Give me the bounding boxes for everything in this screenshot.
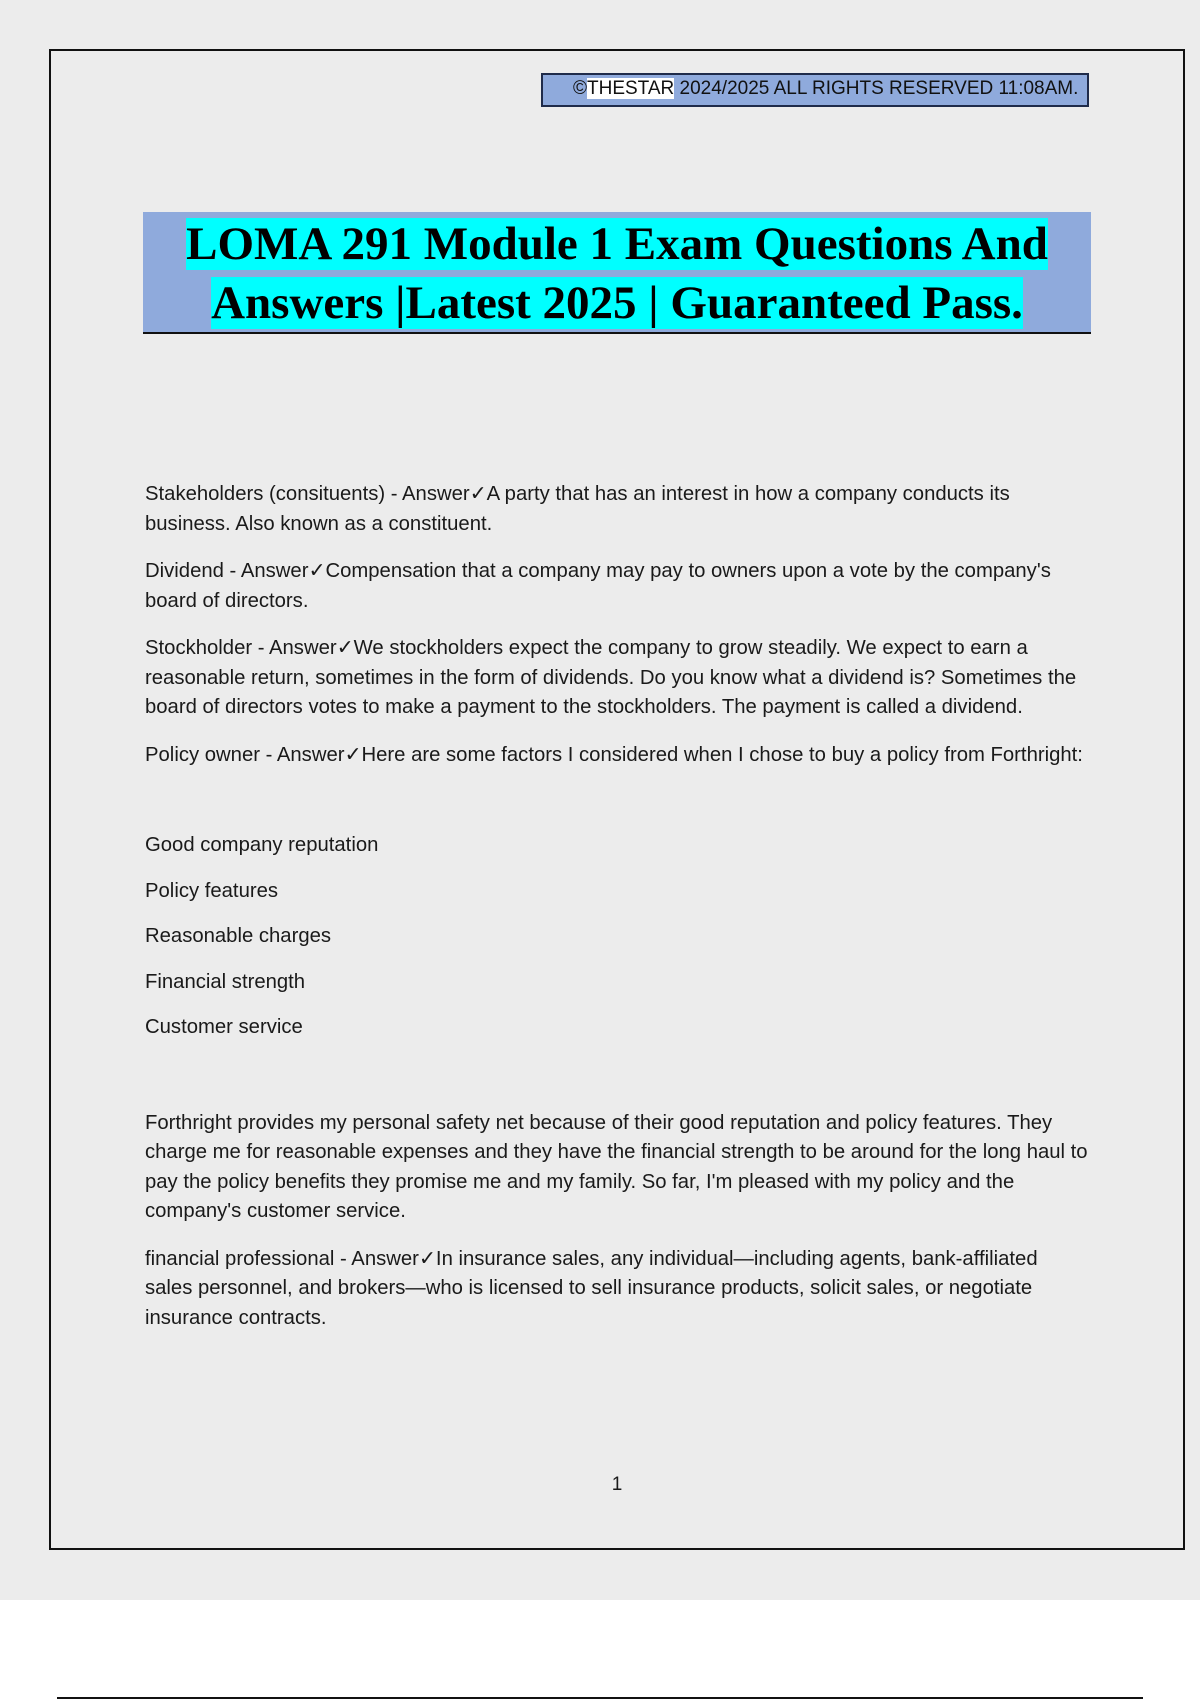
factor-item: Customer service (145, 1016, 303, 1038)
entry-policy-owner: Policy owner - Answer✓Here are some factors I considered when I chose to buy a policy from Forthright: (145, 743, 1083, 766)
entry-financial-professional: financial professional - Answer✓In insurance sales, any individual—including agents, bank-affiliated sales personnel, and brokers—who is licensed to sell insurance products, solicit sales, or negotiate insurance contracts. (145, 1247, 1038, 1329)
copyright-banner (541, 73, 1089, 107)
page-number: 1 (611, 1474, 623, 1495)
paragraph-forthright: Forthright provides my personal safety net because of their good reputation and policy features. They charge me for reasonable expenses and they have the financial strength to be around for the long haul to pay the policy benefits they promise me and my family. So far, I'm pleased with my policy and the company's customer service. (145, 1111, 1088, 1222)
entry-dividend: Dividend - Answer✓Compensation that a company may pay to owners upon a vote by the company's board of directors. (145, 560, 1051, 612)
copyright-brand: THESTAR (587, 78, 675, 99)
copyright-text: 2024/2025 ALL RIGHTS RESERVED 11:08AM. (674, 78, 1079, 99)
next-page-divider (57, 1697, 1143, 1699)
factor-item: Financial strength (145, 970, 306, 993)
document-title (143, 212, 1091, 334)
title-line-1: LOMA 291 Module 1 Exam Questions And (186, 218, 1048, 270)
factor-item: Good company reputation (145, 834, 379, 856)
entry-stakeholders: Stakeholders (consituents) - Answer✓A party that has an interest in how a company conducts its business. Also known as a constituent. (145, 483, 1010, 535)
factor-item: Reasonable charges (145, 925, 332, 947)
copyright-symbol: © (573, 78, 587, 99)
title-line-2: Answers |Latest 2025 | Guaranteed Pass. (211, 277, 1023, 329)
factor-item: Policy features (145, 879, 279, 902)
document-body (145, 480, 1090, 1351)
entry-stockholder: Stockholder - Answer✓We stockholders expect the company to grow steadily. We expect to earn a reasonable return, sometimes in the form of dividends. Do you know what a dividend is? Sometimes the board of directors votes to make a payment to the stockholders. The payment is called a dividend. (145, 637, 1077, 718)
